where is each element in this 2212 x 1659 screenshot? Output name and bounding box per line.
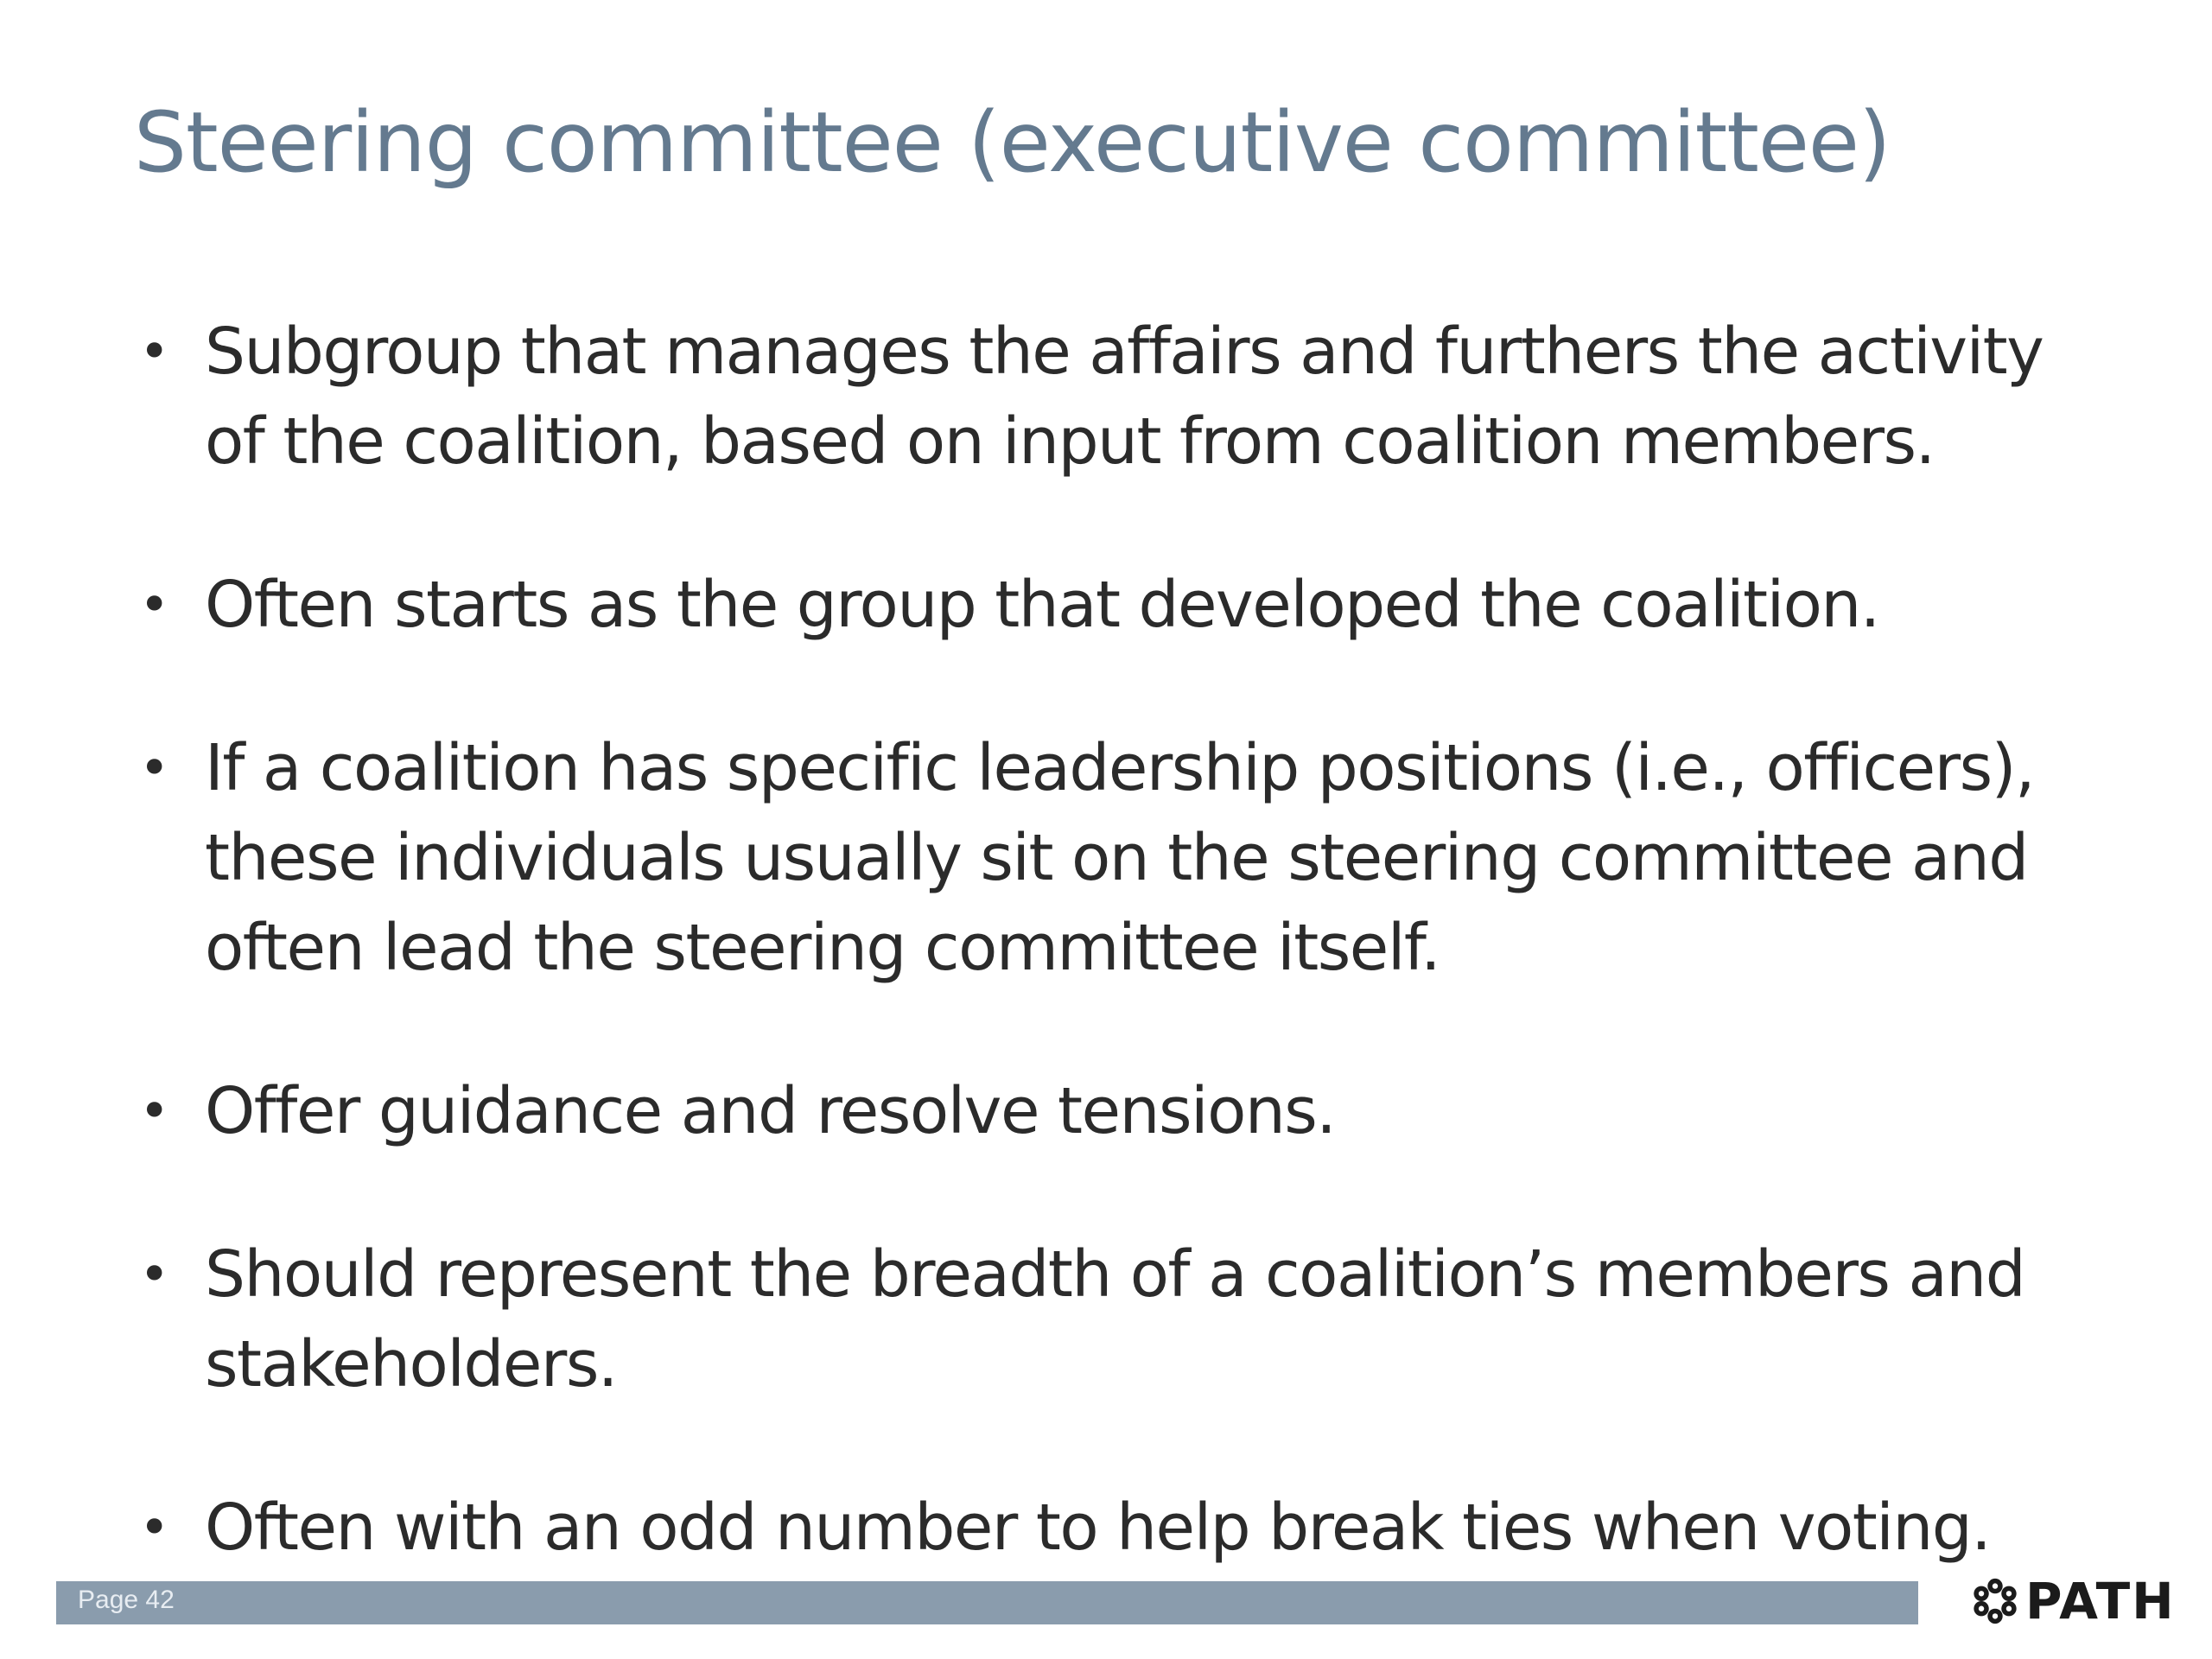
path-flower-icon	[1970, 1576, 2020, 1626]
page-number: Page 42	[78, 1586, 175, 1614]
bullet-item	[134, 560, 2113, 650]
bullet-marker: •	[139, 1081, 168, 1141]
bullet-item	[134, 723, 2113, 993]
bullet-list	[134, 307, 2113, 1646]
slide-title: Steering committee (executive committee)	[134, 94, 1891, 191]
bullet-text: Often starts as the group that developed the coalition.	[205, 568, 1879, 642]
bullet-item	[134, 307, 2113, 486]
bullet-text: Should represent the breadth of a coalition’s members and stakeholders.	[205, 1237, 2025, 1402]
bullet-text: If a coalition has specific leadership positions (i.e., officers), these individuals usually sit on the steering committee and often lead the steering committee itself.	[205, 731, 2035, 985]
bullet-marker: •	[139, 738, 168, 798]
bullet-text: Offer guidance and resolve tensions.	[205, 1074, 1336, 1148]
bullet-marker: •	[139, 1497, 168, 1558]
footer-bar	[56, 1581, 1918, 1624]
bullet-text: Often with an odd number to help break ties when voting.	[205, 1491, 1991, 1565]
bullet-marker: •	[139, 575, 168, 635]
logo-text: PATH	[2025, 1572, 2176, 1630]
path-logo	[1970, 1571, 2176, 1631]
bullet-marker: •	[139, 321, 168, 382]
bullet-text: Subgroup that manages the affairs and furthers the activity of the coalition, based on input from coalition members.	[205, 315, 2044, 479]
bullet-marker: •	[139, 1244, 168, 1305]
bullet-item	[134, 1483, 2113, 1573]
bullet-item	[134, 1066, 2113, 1156]
bullet-item	[134, 1230, 2113, 1409]
